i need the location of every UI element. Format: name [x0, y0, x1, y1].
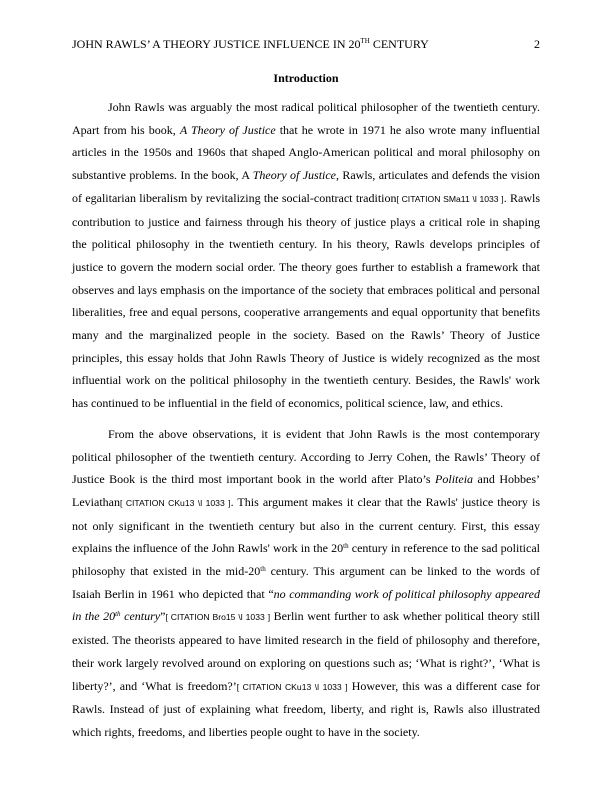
superscript: th	[343, 542, 349, 551]
superscript: th	[260, 565, 266, 574]
section-heading: Introduction	[273, 71, 339, 85]
header-title-text: JOHN RAWLS’ A THEORY JUSTICE INFLUENCE IN 20	[72, 37, 361, 51]
italic-quote: century	[120, 609, 161, 624]
running-header	[72, 36, 540, 52]
text-run: , Rawls, articulates and defends the vision of egalitarian liberalism by revitalizing the social-contract tradition	[72, 168, 540, 205]
italic-title: Theory of Justice	[252, 168, 337, 183]
header-title-suffix: CENTURY	[369, 37, 429, 51]
text-run: century in reference to the sad political philosophy that existed in the mid-20	[72, 541, 541, 579]
page-number: 2	[534, 37, 540, 51]
text-run: However, this was a different case for Rawls. Instead of just of explaining what freedom, liberty, and right is, Rawls also illustrated which rights, freedoms, and liberties people ought to have in the society.	[72, 678, 540, 739]
text-run: that he wrote in 1971 he also wrote many influential articles in the 1950s and 1960s that shaped Anglo-American political and moral philosophy on substantive problems. In the book, A	[72, 122, 540, 183]
paragraph-2	[72, 423, 540, 744]
text-run: Berlin went further to ask whether political theory still existed. The theorists appeared to have limited research in the field of philosophy and therefore, their work largely revolved around on exploring on questions such as; ‘What is right?’, ‘What is liberty?’, and ‘What is freedom?’	[72, 609, 541, 693]
header-title-superscript: TH	[360, 37, 370, 45]
text-run: century. This argument can be linked to the words of Isaiah Berlin in 1961 who depicted that “	[72, 564, 540, 601]
text-run: ”	[160, 609, 166, 624]
citation-field: [ CITATION SMa11 \l 1033 ]	[396, 193, 504, 204]
text-run: John Rawls was arguably the most radical political philosopher of the twentieth century. Apart from his book,	[72, 100, 540, 137]
text-run: From the above observations, it is evident that John Rawls is the most contemporary political philosopher of the twentieth century. According to Jerry Cohen, the Rawls’ Theory of Justice Book is the third most important book in the world after Plato’s	[72, 426, 540, 487]
document-body	[72, 96, 540, 752]
text-run: . Rawls contribution to justice and fairness through his theory of justice plays a critical role in shaping the political philosophy in the twentieth century. In his theory, Rawls develops principles of justice to govern the modern social order. The theory goes further to establish a framework that observes and lays emphasis on the importance of the society that embraces political and personal liberalities, free and equal persons, cooperative arrangements and equal opportunity that benefits many and the marginalized people in the society. Based on the Rawls’ Theory of Justice principles, this essay holds that John Rawls Theory of Justice is widely recognized as the most influential work on the political philosophy in the twentieth century. Besides, the Rawls' work has continued to be influential in the field of economics, political science, law, and ethics.	[72, 190, 541, 411]
citation-field: [ CITATION Bro15 \l 1033 ]	[165, 612, 271, 623]
citation-field: [ CITATION CKu13 \l 1033 ]	[119, 497, 231, 508]
paragraph-1	[72, 96, 540, 415]
citation-field: [ CITATION CKu13 \l 1033 ]	[236, 681, 348, 692]
header-title	[72, 36, 429, 52]
text-run: and Hobbes’ Leviathan	[72, 472, 540, 509]
italic-quote: no commanding work of political philosophy appeared in the 20	[72, 586, 540, 624]
text-run: . This argument makes it clear that the Rawls' justice theory is not only significant in the twentieth century but also in the current century. First, this essay explains the influence of the John Rawls' work in the 20	[72, 494, 541, 556]
superscript: th	[115, 610, 121, 619]
italic-title: A Theory of Justice	[179, 122, 276, 137]
italic-title: Politeia	[435, 472, 474, 487]
